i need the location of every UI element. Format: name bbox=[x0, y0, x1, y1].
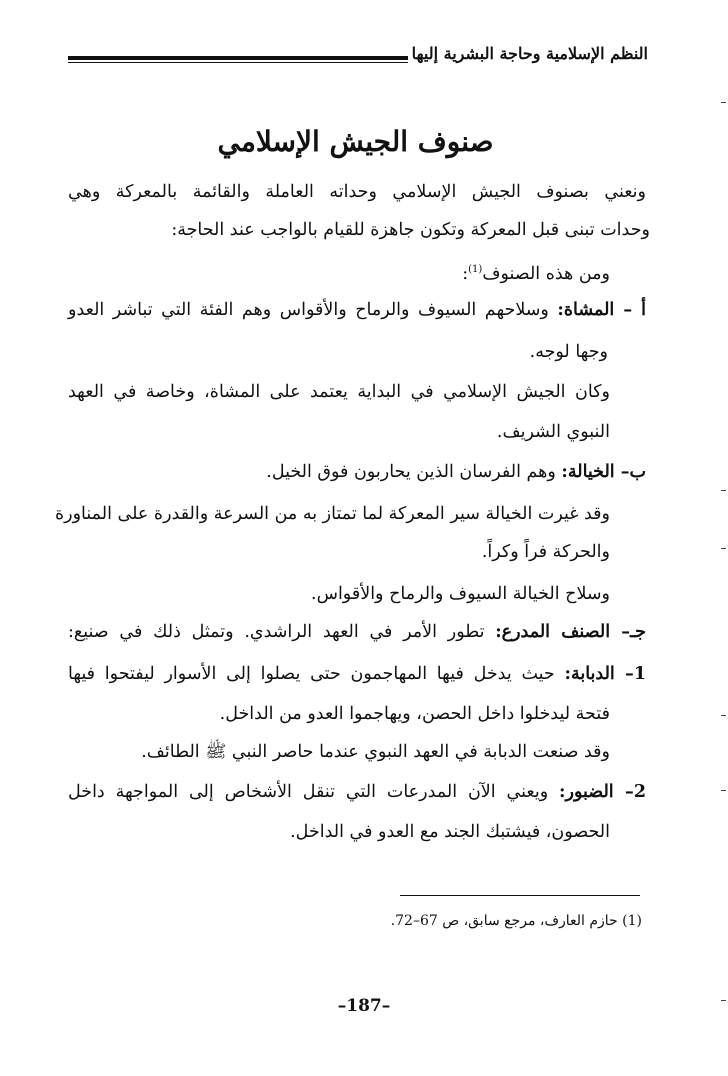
scan-mark bbox=[721, 790, 726, 791]
paragraph-line: والحركة فراً وكراً. bbox=[481, 542, 610, 562]
header-rule bbox=[68, 56, 408, 63]
scan-mark bbox=[721, 1000, 726, 1001]
paragraph-line: الحصون، فيشتبك الجند مع العدو في الداخل. bbox=[290, 822, 610, 842]
list-item-dabur: 2– الضبور: ويعني الآن المدرعات التي تنقل الأشخاص إلى المواجهة داخل bbox=[68, 782, 646, 802]
footnote-ref: (1) bbox=[468, 264, 483, 275]
list-item-infantry: أ – المشاة: وسلاحهم السيوف والرماح والأقواس وهم الفئة التي تباشر العدو bbox=[68, 300, 646, 320]
paragraph-line: النبوي الشريف. bbox=[496, 422, 610, 442]
section-title: صنوف الجيش الإسلامي bbox=[217, 125, 494, 158]
item-label: 2– الضبور: bbox=[559, 782, 646, 802]
scan-mark bbox=[721, 490, 726, 491]
page-number: –187– bbox=[337, 996, 391, 1016]
running-header bbox=[68, 44, 648, 72]
scan-mark bbox=[721, 548, 726, 549]
item-label: 1– الدبابة: bbox=[564, 664, 646, 684]
paragraph-line: ومن هذه الصنوف$^{(1)}$: bbox=[462, 263, 610, 284]
scan-mark bbox=[721, 715, 726, 716]
paragraph-line: فتحة ليدخلوا داخل الحصن، ويهاجموا العدو من الداخل. bbox=[219, 704, 610, 724]
paragraph-line: وكان الجيش الإسلامي في البداية يعتمد على المشاة، وخاصة في العهد bbox=[68, 382, 610, 402]
running-title: النظم الإسلامية وحاجة البشرية إليها bbox=[411, 44, 648, 63]
paragraph-line: وقد غيرت الخيالة سير المعركة لما تمتاز به من السرعة والقدرة على المناورة bbox=[54, 504, 610, 524]
scan-mark bbox=[721, 102, 726, 103]
footnote: (1) حازم العارف، مرجع سابق، ص 67–72. bbox=[390, 913, 642, 929]
item-label: جـ– الصنف المدرع: bbox=[495, 622, 647, 642]
item-label: أ – المشاة: bbox=[557, 300, 646, 320]
list-item-armored: جـ– الصنف المدرع: تطور الأمر في العهد الراشدي. وتمثل ذلك في صنيع: bbox=[68, 622, 647, 642]
list-item-cavalry: ب– الخيالة: وهم الفرسان الذين يحاربون فوق الخيل. bbox=[266, 462, 646, 482]
paragraph-line: وقد صنعت الدبابة في العهد النبوي عندما حاصر النبي ﷺ الطائف. bbox=[141, 742, 610, 762]
footnote-separator bbox=[400, 895, 640, 896]
item-label: ب– الخيالة: bbox=[561, 462, 646, 482]
list-item-tank: 1– الدبابة: حيث يدخل فيها المهاجمون حتى يصلوا إلى الأسوار ليفتحوا فيها bbox=[68, 664, 646, 684]
paragraph-line: ونعني بصنوف الجيش الإسلامي وحداته العاملة والقائمة بالمعركة وهي bbox=[68, 182, 646, 202]
paragraph-line: وجها لوجه. bbox=[529, 342, 608, 362]
paragraph-line: وسلاح الخيالة السيوف والرماح والأقواس. bbox=[311, 584, 610, 604]
paragraph-line: وحدات تبنى قبل المعركة وتكون جاهزة للقيام بالواجب عند الحاجة: bbox=[171, 220, 650, 240]
